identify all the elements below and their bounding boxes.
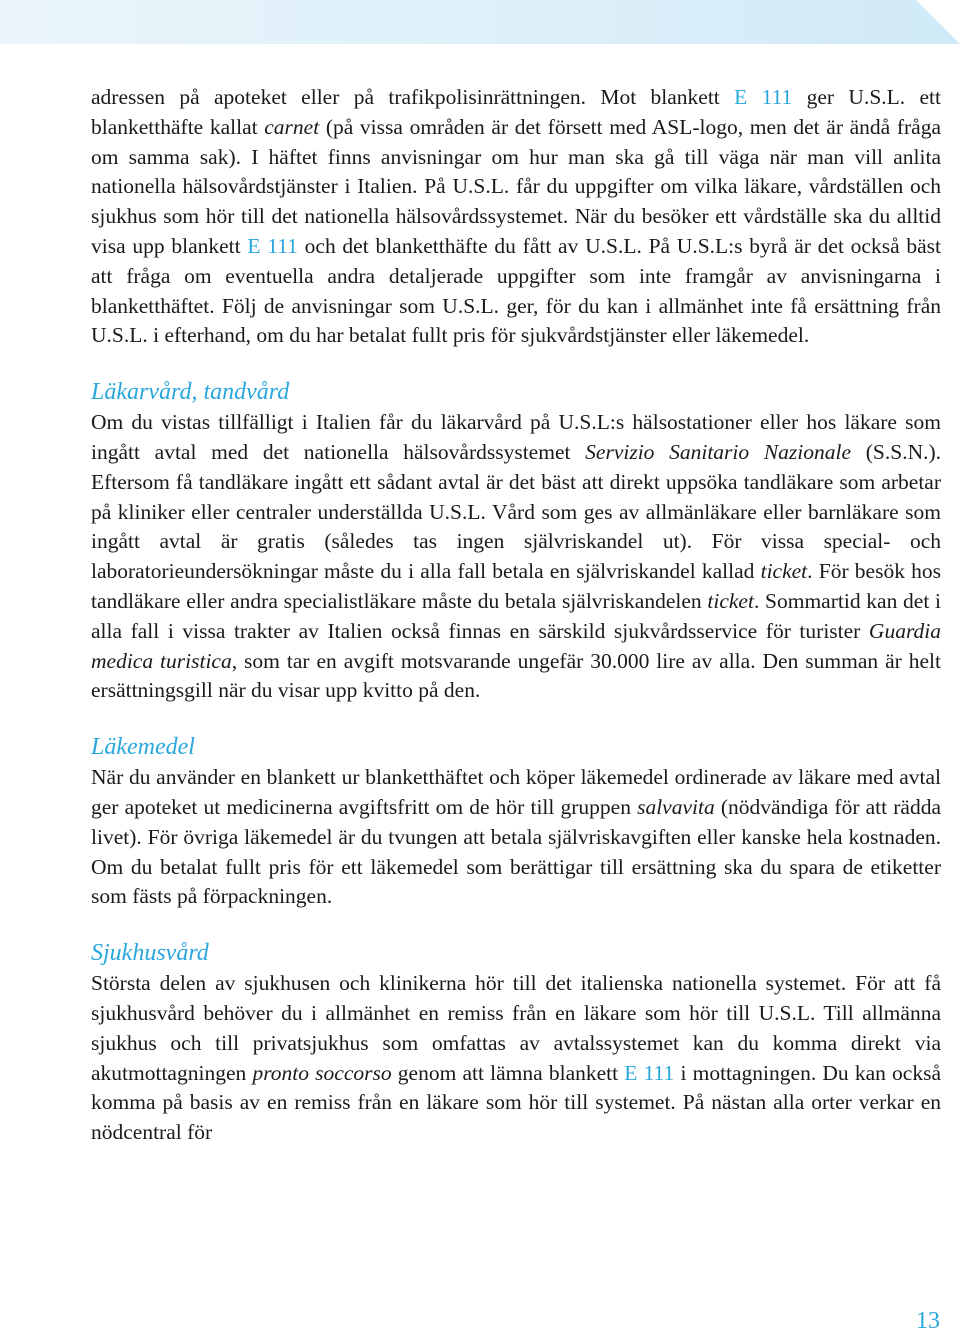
section-heading-sjukhusvard: Sjukhusvård: [91, 940, 209, 967]
lakemedel-paragraph: När du använder en blankett ur blanketthäftet och köper läkemedel ordinerade av läkare med avtal ger apoteket ut medicinerna avgiftsfritt om de hör till gruppen salvavita (nödvändiga för att rädda livet). För övriga läkemedel är du tvungen att betala självriskavgiften eller kanske hela kostnaden. Om du betalat fullt pris för ett läkemedel som berättigar till ersättning ska du spara de etiketter som fästs på förpackningen.: [91, 765, 941, 909]
form-e111-ref: E 111: [247, 233, 298, 258]
section-heading-lakarvard: Läkarvård, tandvård: [91, 379, 290, 406]
form-e111-ref: E 111: [734, 85, 793, 109]
term-pronto-soccorso: pronto soccorso: [252, 1060, 392, 1085]
term-ssn: Servizio Sanitario Nazionale: [585, 439, 852, 464]
document-body: [91, 83, 941, 1148]
section-heading-lakemedel: Läkemedel: [91, 734, 195, 761]
term-salvavita: salvavita: [637, 794, 715, 819]
intro-paragraph: adressen på apoteket eller på trafikpolisinrättningen. Mot blankett E 111 ger U.S.L. ett blanketthäfte kallat carnet (på vissa områden är det försett med ASL-logo, men det är ändå fråga om samma sak). I häftet finns anvisningar om hur man ska gå till väga när man vill anlita nationella hälsovårdstjänster i Italien. På U.S.L. får du uppgifter om vilka läkare, vårdställen och sjukhus som hör till det nationella hälsovårdssystemet. När du besöker ett vårdställe ska du alltid visa upp blankett E 111 och det blanketthäfte du fått av U.S.L. På U.S.L:s byrå är det också bäst att fråga om eventuella andra detaljerade uppgifter som inte framgår av anvisningarna i blanketthäftet. Följ de anvisningar som U.S.L. ger, för du kan i allmänhet inte få ersättning från U.S.L. i efterhand, om du har betalat fullt pris för sjukvårdstjänster eller läkemedel.: [91, 85, 942, 348]
term-ticket: ticket: [760, 559, 808, 584]
corner-fold: [916, 0, 960, 44]
header-band: [0, 0, 960, 44]
term-ticket: ticket: [707, 588, 754, 613]
sjukhusvard-paragraph: Största delen av sjukhusen och klinikerna hör till det italienska nationella systemet. För att få sjukhusvård behöver du i allmänhet en remiss från en läkare som hör till U.S.L. Till allmänna sjukhus och till privatsjukhus som omfattas av avtalssystemet kan du komma direkt via akutmottagningen pronto soccorso genom att lämna blankett E 111 i mottagningen. Du kan också komma på basis av en remiss från en läkare som hör till systemet. På nästan alla orter verkar en nödcentral för: [91, 971, 942, 1145]
lakarvard-paragraph: Om du vistas tillfälligt i Italien får du läkarvård på U.S.L:s hälsostationer eller hos läkare som ingått avtal med det nationella hälsovårdssystemet Servizio Sanitario Nazionale (S.S.N.). Eftersom få tandläkare ingått ett sådant avtal är det bäst att direkt uppsöka tandläkare som arbetar på kliniker eller centraler underställda U.S.L. Vård som ges av allmänläkare eller barnläkare som ingått avtal är gratis (således tas ingen självriskandel ut). För vissa special- och laboratorieundersökningar måste du i alla fall betala en självriskandel kallad ticket. För besök hos tandläkare eller andra specialistläkare måste du betala självriskandelen ticket. Sommartid kan det i alla fall i vissa trakter av Italien också finnas en särskild sjukvårdsservice för turister Guardia medica turistica, som tar en avgift motsvarande ungefär 30.000 lire av alla. Den summan är helt ersättningsgill när du visar upp kvitto på den.: [91, 410, 942, 703]
term-guardia: Guardia medica turistica: [91, 618, 941, 673]
page-number: 13: [916, 1308, 940, 1334]
term-carnet: carnet: [264, 114, 320, 139]
form-e111-ref: E 111: [624, 1060, 675, 1085]
